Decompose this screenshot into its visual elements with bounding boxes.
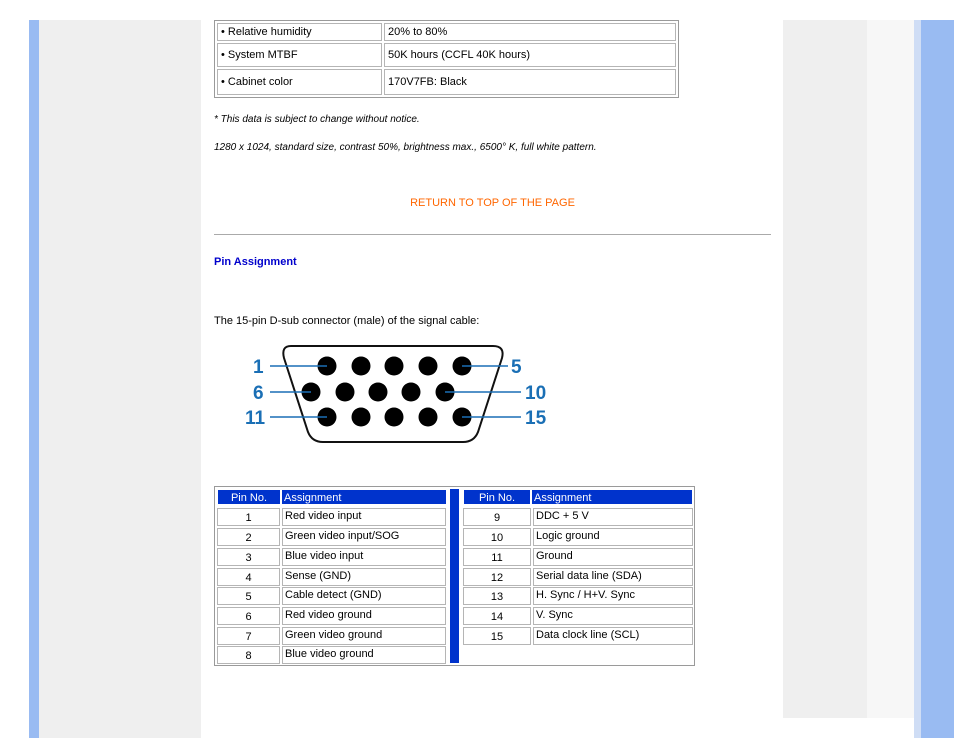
label-5: 5 (511, 357, 522, 378)
pin-number: 13 (463, 587, 531, 605)
label-15: 15 (525, 408, 547, 429)
pin-assignment: DDC + 5 V (533, 508, 693, 526)
pin-4 (419, 357, 438, 376)
change-notice: * This data is subject to change without notice. (214, 114, 420, 125)
right-margin-inner (867, 20, 919, 718)
pin-assignment: Data clock line (SCL) (533, 627, 693, 645)
label-10: 10 (525, 383, 547, 404)
dsub-connector-diagram (243, 340, 553, 450)
pin-number: 1 (217, 508, 280, 526)
right-margin (783, 20, 867, 718)
table-row (217, 607, 446, 625)
table-row (463, 548, 693, 566)
table-row (217, 627, 446, 645)
label-11: 11 (245, 408, 266, 429)
spec-row (217, 23, 676, 41)
table-row (463, 627, 693, 645)
pin-assignment: Serial data line (SDA) (533, 568, 693, 586)
pin-number: 9 (463, 508, 531, 526)
label-1: 1 (253, 357, 264, 378)
spec-row (217, 43, 676, 67)
pin-assignment: V. Sync (533, 607, 693, 625)
pin-number: 7 (217, 627, 280, 645)
spec-value: 20% to 80% (384, 23, 676, 41)
table-row (217, 568, 446, 586)
pin-number: 8 (217, 646, 280, 664)
pin-assignment: Red video ground (282, 607, 446, 625)
spec-row (217, 69, 676, 95)
right-frame-strip (914, 20, 921, 738)
spec-label: • Relative humidity (217, 23, 382, 41)
pin-assignment-table (214, 486, 695, 666)
pin-number: 2 (217, 528, 280, 546)
pin-assignment: Blue video input (282, 548, 446, 566)
right-frame-bar (921, 20, 954, 738)
table-row (463, 587, 693, 605)
return-to-top-link[interactable]: RETURN TO TOP OF THE PAGE (410, 197, 575, 209)
table-row (463, 508, 693, 526)
label-6: 6 (253, 383, 264, 404)
pin-number: 14 (463, 607, 531, 625)
pin-assignment: Green video ground (282, 627, 446, 645)
pin-number: 11 (463, 548, 531, 566)
pin-number: 3 (217, 548, 280, 566)
left-margin (39, 20, 201, 738)
pin-2 (352, 357, 371, 376)
spec-table (214, 20, 679, 98)
table-row (217, 548, 446, 566)
header-pin-no: Pin No. (463, 489, 531, 505)
table-row (217, 646, 446, 664)
spec-label: • Cabinet color (217, 69, 382, 95)
table-row (463, 568, 693, 586)
spec-label: • System MTBF (217, 43, 382, 67)
pin-assignment: Blue video ground (282, 646, 446, 664)
pin-assignment: H. Sync / H+V. Sync (533, 587, 693, 605)
section-title: Pin Assignment (214, 256, 297, 268)
pin-14 (419, 408, 438, 427)
pin-12 (352, 408, 371, 427)
pin-number: 4 (217, 568, 280, 586)
pin-assignment: Sense (GND) (282, 568, 446, 586)
pin-9 (402, 383, 421, 402)
header-assignment: Assignment (531, 489, 693, 505)
pin-7 (336, 383, 355, 402)
test-conditions-note: 1280 x 1024, standard size, contrast 50%, brightness max., 6500° K, full white pattern. (214, 142, 597, 153)
pin-assignment: Cable detect (GND) (282, 587, 446, 605)
table-row (463, 528, 693, 546)
spec-value: 170V7FB: Black (384, 69, 676, 95)
header-assignment: Assignment (281, 489, 447, 505)
pin-number: 5 (217, 587, 280, 605)
table-row (217, 587, 446, 605)
pin-assignment: Red video input (282, 508, 446, 526)
section-divider (214, 234, 771, 235)
connector-caption: The 15-pin D-sub connector (male) of the signal cable: (214, 315, 480, 327)
left-frame-bar (29, 20, 39, 738)
pin-assignment: Logic ground (533, 528, 693, 546)
table-row (217, 508, 446, 526)
pin-number: 6 (217, 607, 280, 625)
header-pin-no: Pin No. (217, 489, 281, 505)
table-row (463, 607, 693, 625)
spec-value: 50K hours (CCFL 40K hours) (384, 43, 676, 67)
pin-3 (385, 357, 404, 376)
pin-13 (385, 408, 404, 427)
table-row (217, 528, 446, 546)
table-column-separator (450, 489, 459, 663)
pin-assignment: Ground (533, 548, 693, 566)
pin-number: 10 (463, 528, 531, 546)
pin-number: 12 (463, 568, 531, 586)
pin-8 (369, 383, 388, 402)
pin-assignment: Green video input/SOG (282, 528, 446, 546)
pin-number: 15 (463, 627, 531, 645)
